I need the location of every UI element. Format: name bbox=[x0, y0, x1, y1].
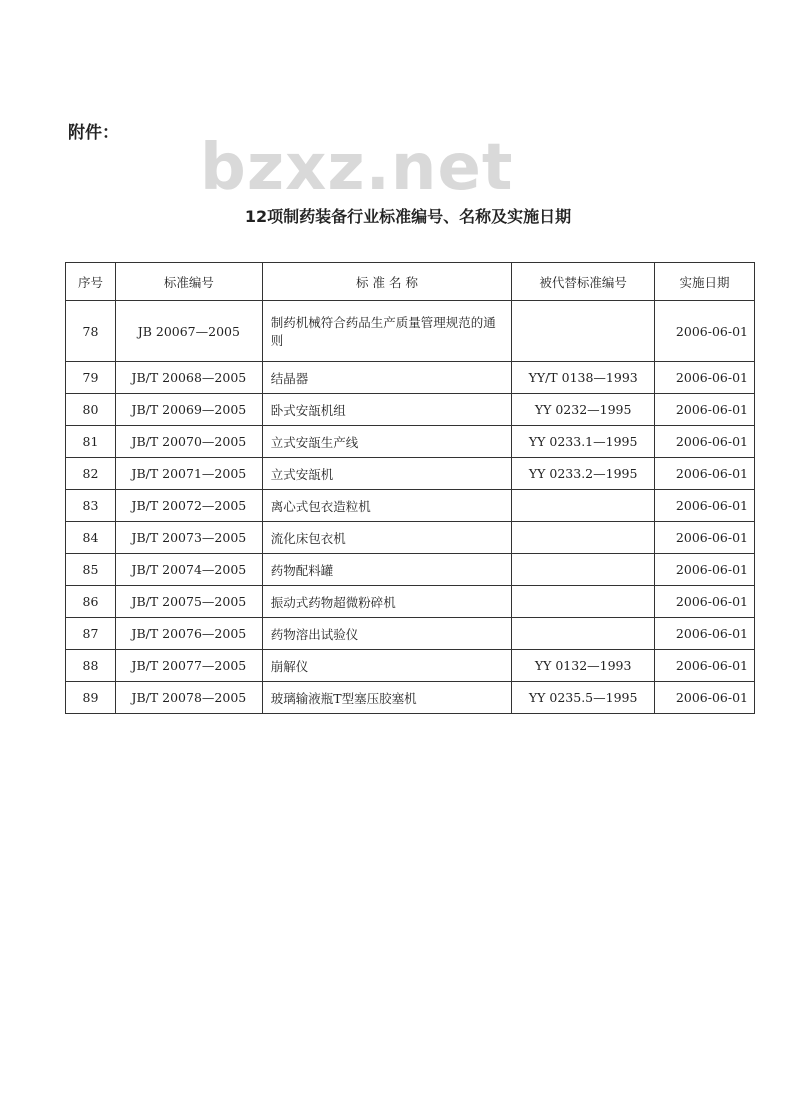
cell-name: 结晶器 bbox=[262, 362, 512, 394]
cell-no: 81 bbox=[66, 426, 116, 458]
cell-name: 离心式包衣造粒机 bbox=[262, 490, 512, 522]
cell-code: JB/T 20073—2005 bbox=[115, 522, 262, 554]
cell-code: JB/T 20069—2005 bbox=[115, 394, 262, 426]
cell-code: JB/T 20070—2005 bbox=[115, 426, 262, 458]
document-title: 12项制药装备行业标准编号、名称及实施日期 bbox=[244, 207, 572, 226]
cell-name: 制药机械符合药品生产质量管理规范的通则 bbox=[262, 301, 512, 362]
cell-no: 88 bbox=[66, 650, 116, 682]
table-row bbox=[66, 458, 755, 490]
table-row bbox=[66, 554, 755, 586]
cell-no: 78 bbox=[66, 301, 116, 362]
header-code: 标准编号 bbox=[115, 263, 262, 301]
cell-date: 2006-06-01 bbox=[655, 586, 755, 618]
cell-no: 87 bbox=[66, 618, 116, 650]
cell-date: 2006-06-01 bbox=[655, 426, 755, 458]
cell-replaced bbox=[512, 301, 655, 362]
cell-replaced: YY/T 0138—1993 bbox=[512, 362, 655, 394]
cell-name: 卧式安瓿机组 bbox=[262, 394, 512, 426]
cell-name: 振动式药物超微粉碎机 bbox=[262, 586, 512, 618]
table-row bbox=[66, 522, 755, 554]
cell-date: 2006-06-01 bbox=[655, 618, 755, 650]
cell-replaced bbox=[512, 586, 655, 618]
table-row bbox=[66, 586, 755, 618]
cell-date: 2006-06-01 bbox=[655, 650, 755, 682]
cell-name: 药物溶出试验仪 bbox=[262, 618, 512, 650]
table-row bbox=[66, 618, 755, 650]
table-row bbox=[66, 650, 755, 682]
header-no: 序号 bbox=[66, 263, 116, 301]
cell-code: JB/T 20076—2005 bbox=[115, 618, 262, 650]
cell-replaced: YY 0232—1995 bbox=[512, 394, 655, 426]
cell-replaced: YY 0233.1—1995 bbox=[512, 426, 655, 458]
cell-name: 崩解仪 bbox=[262, 650, 512, 682]
cell-date: 2006-06-01 bbox=[655, 682, 755, 714]
cell-replaced bbox=[512, 490, 655, 522]
cell-code: JB/T 20074—2005 bbox=[115, 554, 262, 586]
cell-code: JB 20067—2005 bbox=[115, 301, 262, 362]
cell-no: 89 bbox=[66, 682, 116, 714]
table-row bbox=[66, 362, 755, 394]
table-header-row bbox=[66, 263, 755, 301]
cell-name: 药物配料罐 bbox=[262, 554, 512, 586]
cell-code: JB/T 20071—2005 bbox=[115, 458, 262, 490]
cell-no: 84 bbox=[66, 522, 116, 554]
cell-replaced: YY 0132—1993 bbox=[512, 650, 655, 682]
table-row bbox=[66, 426, 755, 458]
cell-date: 2006-06-01 bbox=[655, 522, 755, 554]
header-name: 标 准 名 称 bbox=[262, 263, 512, 301]
cell-replaced bbox=[512, 618, 655, 650]
attachment-label: 附件： bbox=[68, 123, 119, 143]
cell-name: 玻璃输液瓶T型塞压胶塞机 bbox=[262, 682, 512, 714]
cell-code: JB/T 20072—2005 bbox=[115, 490, 262, 522]
cell-date: 2006-06-01 bbox=[655, 554, 755, 586]
standards-table bbox=[65, 262, 755, 714]
table-row bbox=[66, 394, 755, 426]
table-row bbox=[66, 682, 755, 714]
cell-date: 2006-06-01 bbox=[655, 394, 755, 426]
cell-replaced: YY 0235.5—1995 bbox=[512, 682, 655, 714]
cell-date: 2006-06-01 bbox=[655, 301, 755, 362]
cell-date: 2006-06-01 bbox=[655, 458, 755, 490]
cell-name: 立式安瓿生产线 bbox=[262, 426, 512, 458]
header-date: 实施日期 bbox=[655, 263, 755, 301]
cell-no: 82 bbox=[66, 458, 116, 490]
cell-name: 立式安瓿机 bbox=[262, 458, 512, 490]
cell-no: 83 bbox=[66, 490, 116, 522]
cell-name: 流化床包衣机 bbox=[262, 522, 512, 554]
cell-no: 85 bbox=[66, 554, 116, 586]
table-row bbox=[66, 490, 755, 522]
cell-replaced bbox=[512, 554, 655, 586]
cell-date: 2006-06-01 bbox=[655, 490, 755, 522]
cell-date: 2006-06-01 bbox=[655, 362, 755, 394]
cell-no: 86 bbox=[66, 586, 116, 618]
cell-no: 79 bbox=[66, 362, 116, 394]
cell-code: JB/T 20077—2005 bbox=[115, 650, 262, 682]
watermark: bzxz.net bbox=[200, 131, 514, 205]
cell-code: JB/T 20068—2005 bbox=[115, 362, 262, 394]
cell-replaced bbox=[512, 522, 655, 554]
cell-code: JB/T 20075—2005 bbox=[115, 586, 262, 618]
cell-replaced: YY 0233.2—1995 bbox=[512, 458, 655, 490]
cell-no: 80 bbox=[66, 394, 116, 426]
cell-code: JB/T 20078—2005 bbox=[115, 682, 262, 714]
header-replaced: 被代替标准编号 bbox=[512, 263, 655, 301]
table-row bbox=[66, 301, 755, 362]
